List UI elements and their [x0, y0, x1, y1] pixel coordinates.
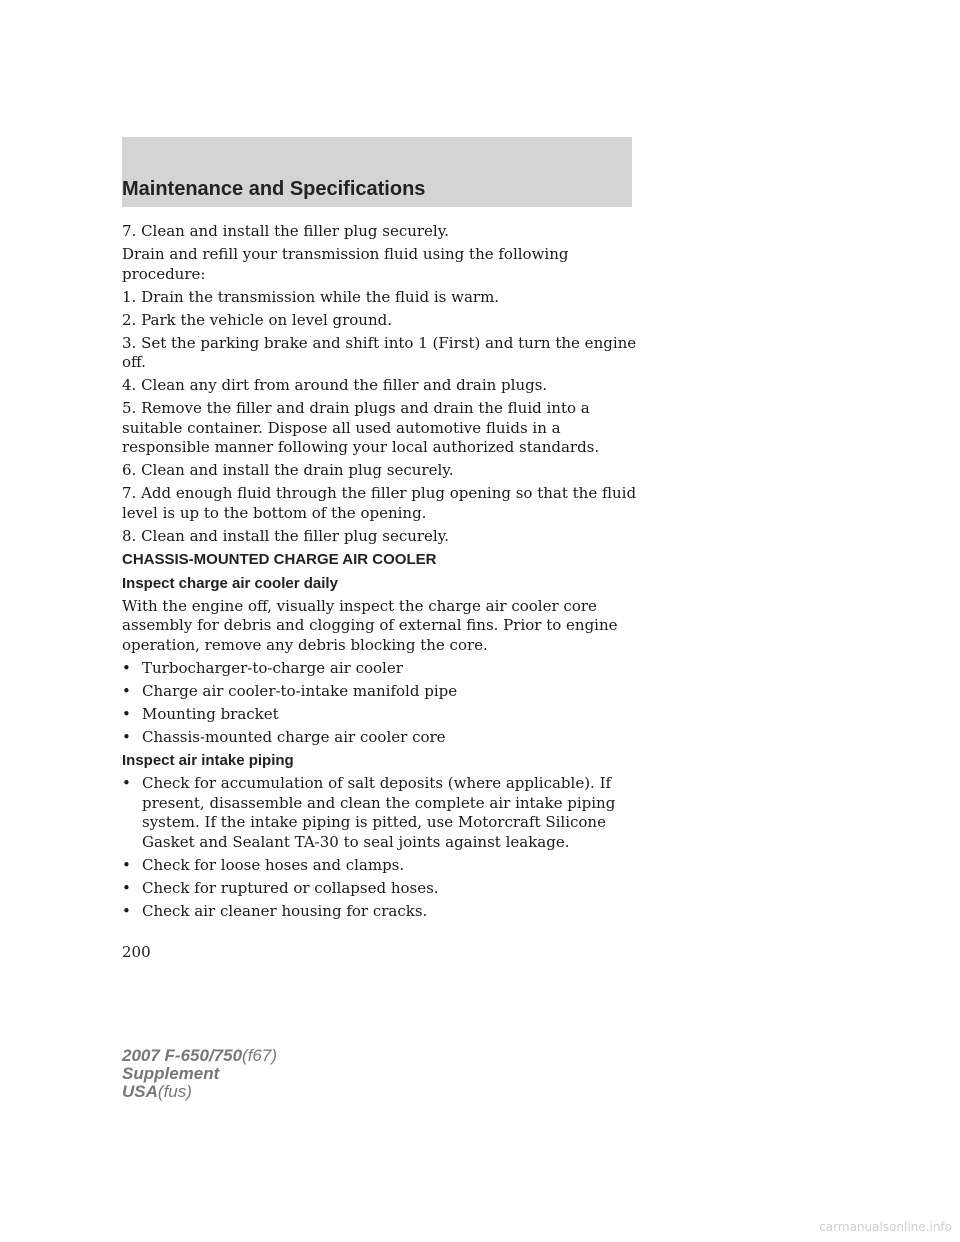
footer-region-code: (fus)	[157, 1082, 192, 1101]
list-item	[122, 774, 642, 852]
footer-model: 2007 F-650/750	[122, 1046, 243, 1065]
page-header-title: Maintenance and Specifications	[122, 178, 426, 200]
step-paragraph: 4. Clean any dirt from around the filler and drain plugs.	[122, 376, 548, 394]
list-item	[122, 902, 642, 922]
document-footer	[122, 1047, 277, 1101]
step-paragraph: 5. Remove the filler and drain plugs and drain the fluid into a suitable container. Dispose all used automotive fluids in a responsible manner following your local authorized standards.	[122, 399, 600, 456]
step-paragraph: 7. Clean and install the filler plug securely.	[122, 222, 449, 240]
list-item-text: Check for ruptured or collapsed hoses.	[142, 878, 439, 897]
step-paragraph: 6. Clean and install the drain plug securely.	[122, 461, 454, 479]
list-item-text: Chassis-mounted charge air cooler core	[142, 727, 446, 746]
list-item	[122, 879, 642, 899]
footer-model-code: (f67)	[242, 1046, 278, 1065]
list-item-text: Charge air cooler-to-intake manifold pipe	[142, 681, 458, 700]
footer-region: USA	[122, 1082, 158, 1101]
section-heading-charge-air-cooler: CHASSIS-MOUNTED CHARGE AIR COOLER	[122, 551, 437, 568]
step-paragraph: 3. Set the parking brake and shift into 1 (First) and turn the engine off.	[122, 333, 637, 371]
list-item	[122, 856, 642, 876]
step-paragraph: 7. Add enough fluid through the filler plug opening so that the fluid level is up to the bottom of the opening.	[122, 484, 637, 522]
step-paragraph: 1. Drain the transmission while the fluid is warm.	[122, 287, 500, 306]
list-item-text: Check air cleaner housing for cracks.	[142, 901, 428, 920]
bullet-icon: •	[122, 855, 131, 874]
step-paragraph: 8. Clean and install the filler plug securely.	[122, 526, 449, 545]
page-content	[122, 222, 642, 925]
footer-supplement: Supplement	[122, 1064, 220, 1083]
procedure-intro: Drain and refill your transmission fluid using the following procedure:	[122, 245, 569, 283]
list-item	[122, 682, 642, 702]
list-item-text: Mounting bracket	[142, 704, 279, 723]
list-item	[122, 728, 642, 748]
bullet-icon: •	[122, 704, 131, 723]
bullet-icon: •	[122, 681, 131, 700]
list-item-text: Turbocharger-to-charge air cooler	[142, 658, 403, 677]
page-number: 200	[122, 943, 151, 961]
bullet-icon: •	[122, 901, 131, 920]
footer-model-line	[122, 1047, 277, 1065]
bullet-icon: •	[122, 658, 131, 677]
list-item-text: Check for accumulation of salt deposits (where applicable). If present, disassemble and clean the complete air intake piping system. If the intake piping is pitted, use Motorcraft Silicone Gasket and Sealant TA-30 to seal joints against leakage.	[142, 774, 616, 851]
list-item	[122, 705, 642, 725]
footer-region-line	[122, 1083, 277, 1101]
step-paragraph: 2. Park the vehicle on level ground.	[122, 310, 392, 329]
watermark-text: carmanualsonline.info	[819, 1220, 952, 1234]
bullet-icon: •	[122, 727, 131, 746]
inspect-cooler-intro: With the engine off, visually inspect the charge air cooler core assembly for debris and clogging of external fins. Prior to engine operation, remove any debris blocking the core.	[122, 596, 618, 654]
subheading-inspect-intake: Inspect air intake piping	[122, 752, 294, 769]
list-item-text: Check for loose hoses and clamps.	[142, 855, 405, 874]
footer-supplement-line	[122, 1065, 277, 1083]
bullet-icon: •	[122, 878, 131, 897]
bullet-icon: •	[122, 774, 131, 792]
subheading-inspect-cooler: Inspect charge air cooler daily	[122, 574, 338, 592]
list-item	[122, 659, 642, 679]
